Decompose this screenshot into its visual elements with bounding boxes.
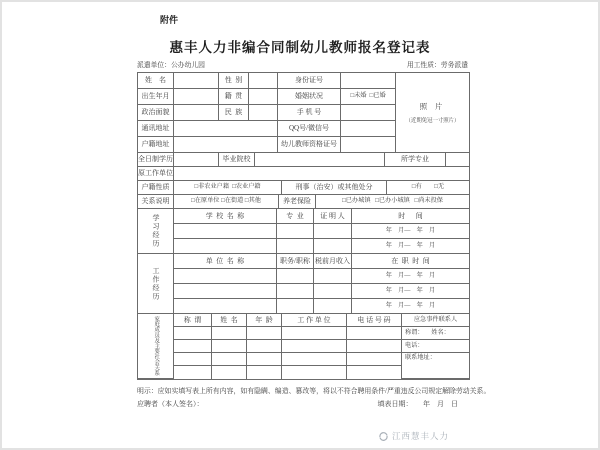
checkbox-options: □非农业户籍 □农业户籍 bbox=[174, 181, 282, 195]
input-cell bbox=[277, 224, 314, 239]
table-row bbox=[138, 73, 396, 89]
table-header-row bbox=[174, 314, 402, 327]
applicant-signature-label: 应聘者（本人签名）： bbox=[137, 400, 204, 408]
table-row bbox=[174, 284, 469, 299]
table-header-row bbox=[174, 254, 469, 269]
table-row bbox=[138, 89, 396, 105]
input-cell bbox=[174, 137, 278, 153]
input-cell bbox=[212, 366, 247, 379]
column-header: 称 谓 bbox=[174, 314, 212, 327]
column-header: 工 作 单 位 bbox=[282, 314, 347, 327]
time-placeholder: 年 月— 年 月 bbox=[352, 239, 469, 254]
time-placeholder: 年 月— 年 月 bbox=[352, 299, 469, 314]
column-header: 在 职 时 间 bbox=[352, 254, 469, 269]
column-header: 单 位 名 称 bbox=[174, 254, 277, 269]
input-cell bbox=[282, 340, 347, 353]
input-cell bbox=[174, 153, 219, 167]
input-cell bbox=[174, 105, 219, 121]
field-label: 全日制学历 bbox=[138, 153, 174, 167]
input-cell bbox=[174, 239, 277, 254]
table-row bbox=[174, 327, 402, 340]
time-placeholder: 年 月— 年 月 bbox=[352, 284, 469, 299]
input-cell bbox=[341, 73, 396, 89]
company-logo-icon bbox=[378, 431, 389, 442]
table-row bbox=[138, 153, 469, 167]
input-cell bbox=[314, 284, 352, 299]
table-row bbox=[174, 269, 469, 284]
attachment-label: 附件 bbox=[160, 15, 179, 25]
declaration-note: 明示：应如实填写表上所有内容，如有隐瞒、编造、篡改等，将以不符合聘用条件/严重违反公司规定解除劳动关系。 bbox=[137, 388, 491, 395]
company-logo-text: 江西慧丰人力 bbox=[392, 431, 450, 441]
table-row bbox=[138, 121, 396, 137]
column-header: 姓 名 bbox=[212, 314, 247, 327]
column-header: 电 话 号 码 bbox=[347, 314, 402, 327]
field-label: 户籍地址 bbox=[138, 137, 174, 153]
checkbox-options: □未婚 □已婚 bbox=[341, 89, 396, 105]
field-label: 原工作单位 bbox=[138, 167, 174, 181]
input-cell bbox=[282, 353, 347, 366]
employment-type-label: 用工性质：劳务派遣 bbox=[406, 62, 468, 69]
input-cell bbox=[174, 224, 277, 239]
input-cell bbox=[247, 327, 282, 340]
input-cell bbox=[174, 167, 469, 181]
column-header: 职务/职称 bbox=[277, 254, 314, 269]
input-cell bbox=[247, 340, 282, 353]
input-cell bbox=[247, 353, 282, 366]
input-cell bbox=[277, 239, 314, 254]
input-cell bbox=[347, 340, 402, 353]
input-cell bbox=[247, 366, 282, 379]
photo-cell bbox=[396, 73, 469, 153]
input-cell bbox=[347, 366, 402, 379]
time-placeholder: 年 月— 年 月 bbox=[352, 269, 469, 284]
input-cell bbox=[347, 353, 402, 366]
field-label: 养老保险 bbox=[279, 195, 316, 209]
input-cell bbox=[212, 353, 247, 366]
input-cell bbox=[282, 327, 347, 340]
table-header-row bbox=[174, 209, 469, 224]
study-history-section bbox=[138, 209, 469, 254]
table-row bbox=[138, 195, 469, 209]
input-cell bbox=[341, 137, 396, 153]
time-placeholder: 年 月— 年 月 bbox=[352, 224, 469, 239]
input-cell bbox=[174, 284, 277, 299]
field-label: 毕业院校 bbox=[219, 153, 255, 167]
input-cell bbox=[341, 121, 396, 137]
registration-table bbox=[137, 72, 470, 380]
table-row bbox=[174, 353, 402, 366]
checkbox-options: □已办城镇 □已办小城镇 □尚未投保 bbox=[316, 195, 469, 209]
family-section bbox=[138, 314, 469, 379]
field-label: 姓 名 bbox=[138, 73, 174, 89]
field-label: 户籍性质 bbox=[138, 181, 174, 195]
input-cell bbox=[174, 340, 212, 353]
section-label-work: 工作经历 bbox=[138, 254, 174, 314]
form-title: 惠丰人力非编合同制幼儿教师报名登记表 bbox=[169, 40, 431, 55]
input-cell bbox=[212, 327, 247, 340]
input-cell bbox=[255, 153, 385, 167]
table-row bbox=[138, 167, 469, 181]
input-cell bbox=[347, 327, 402, 340]
input-cell bbox=[314, 239, 352, 254]
table-row bbox=[174, 224, 469, 239]
input-cell bbox=[174, 73, 219, 89]
input-cell bbox=[314, 269, 352, 284]
input-cell bbox=[446, 153, 469, 167]
table-row bbox=[174, 239, 469, 254]
field-label: 手 机 号 bbox=[278, 105, 341, 121]
fill-date-label: 填表日期： 年 月 日 bbox=[377, 400, 458, 408]
field-label: 政治面貌 bbox=[138, 105, 174, 121]
emergency-line: 联系地址： bbox=[402, 353, 469, 379]
section-label-family: 家庭成员及主要社会关系 bbox=[138, 314, 174, 379]
photo-label: 照 片 bbox=[419, 102, 446, 111]
input-cell bbox=[282, 366, 347, 379]
field-label: 所学专业 bbox=[385, 153, 446, 167]
checkbox-options: □有 □无 bbox=[387, 181, 469, 195]
input-cell bbox=[174, 89, 219, 105]
field-label: 性 别 bbox=[219, 73, 249, 89]
input-cell bbox=[174, 366, 212, 379]
section-label-study: 学习经历 bbox=[138, 209, 174, 254]
input-cell bbox=[212, 340, 247, 353]
column-header: 专 业 bbox=[277, 209, 314, 224]
input-cell bbox=[174, 353, 212, 366]
column-header: 税前月收入 bbox=[314, 254, 352, 269]
table-row bbox=[174, 299, 469, 314]
input-cell bbox=[277, 269, 314, 284]
input-cell bbox=[341, 105, 396, 121]
table-row bbox=[174, 340, 402, 353]
table-row bbox=[174, 366, 402, 379]
input-cell bbox=[174, 269, 277, 284]
photo-hint: （近期免冠一寸照片） bbox=[405, 118, 460, 124]
work-history-section bbox=[138, 254, 469, 314]
checkbox-options: □在原单位 □在街道 □其他 bbox=[174, 195, 279, 209]
field-label: 民 族 bbox=[219, 105, 249, 121]
field-label: 关系说明 bbox=[138, 195, 174, 209]
field-label: 通讯地址 bbox=[138, 121, 174, 137]
field-label: 刑事（治安）或其他处分 bbox=[282, 181, 387, 195]
input-cell bbox=[249, 73, 278, 89]
input-cell bbox=[314, 224, 352, 239]
table-row bbox=[138, 137, 396, 153]
field-label: 出生年月 bbox=[138, 89, 174, 105]
emergency-line: 电话： bbox=[402, 340, 469, 353]
emergency-title: 应急事件联系人 bbox=[402, 314, 469, 327]
table-row bbox=[138, 181, 469, 195]
input-cell bbox=[314, 299, 352, 314]
input-cell bbox=[174, 327, 212, 340]
emergency-line: 称谓： 姓名： bbox=[402, 327, 469, 340]
column-header: 时 间 bbox=[352, 209, 469, 224]
field-label: QQ号/微信号 bbox=[278, 121, 341, 137]
field-label: 籍 贯 bbox=[219, 89, 249, 105]
input-cell bbox=[174, 121, 278, 137]
input-cell bbox=[277, 299, 314, 314]
column-header: 年 龄 bbox=[247, 314, 282, 327]
emergency-contact-cell bbox=[402, 314, 469, 379]
field-label: 身份证号 bbox=[278, 73, 341, 89]
company-logo bbox=[378, 430, 449, 442]
field-label: 婚姻状况 bbox=[278, 89, 341, 105]
column-header: 学 校 名 称 bbox=[174, 209, 277, 224]
input-cell bbox=[277, 284, 314, 299]
field-label: 幼儿教师资格证号 bbox=[278, 137, 341, 153]
input-cell bbox=[249, 89, 278, 105]
column-header: 证 明 人 bbox=[314, 209, 352, 224]
dispatch-unit-label: 派遣单位：公办幼儿园 bbox=[137, 62, 205, 69]
table-row bbox=[138, 105, 396, 121]
input-cell bbox=[249, 105, 278, 121]
input-cell bbox=[174, 299, 277, 314]
